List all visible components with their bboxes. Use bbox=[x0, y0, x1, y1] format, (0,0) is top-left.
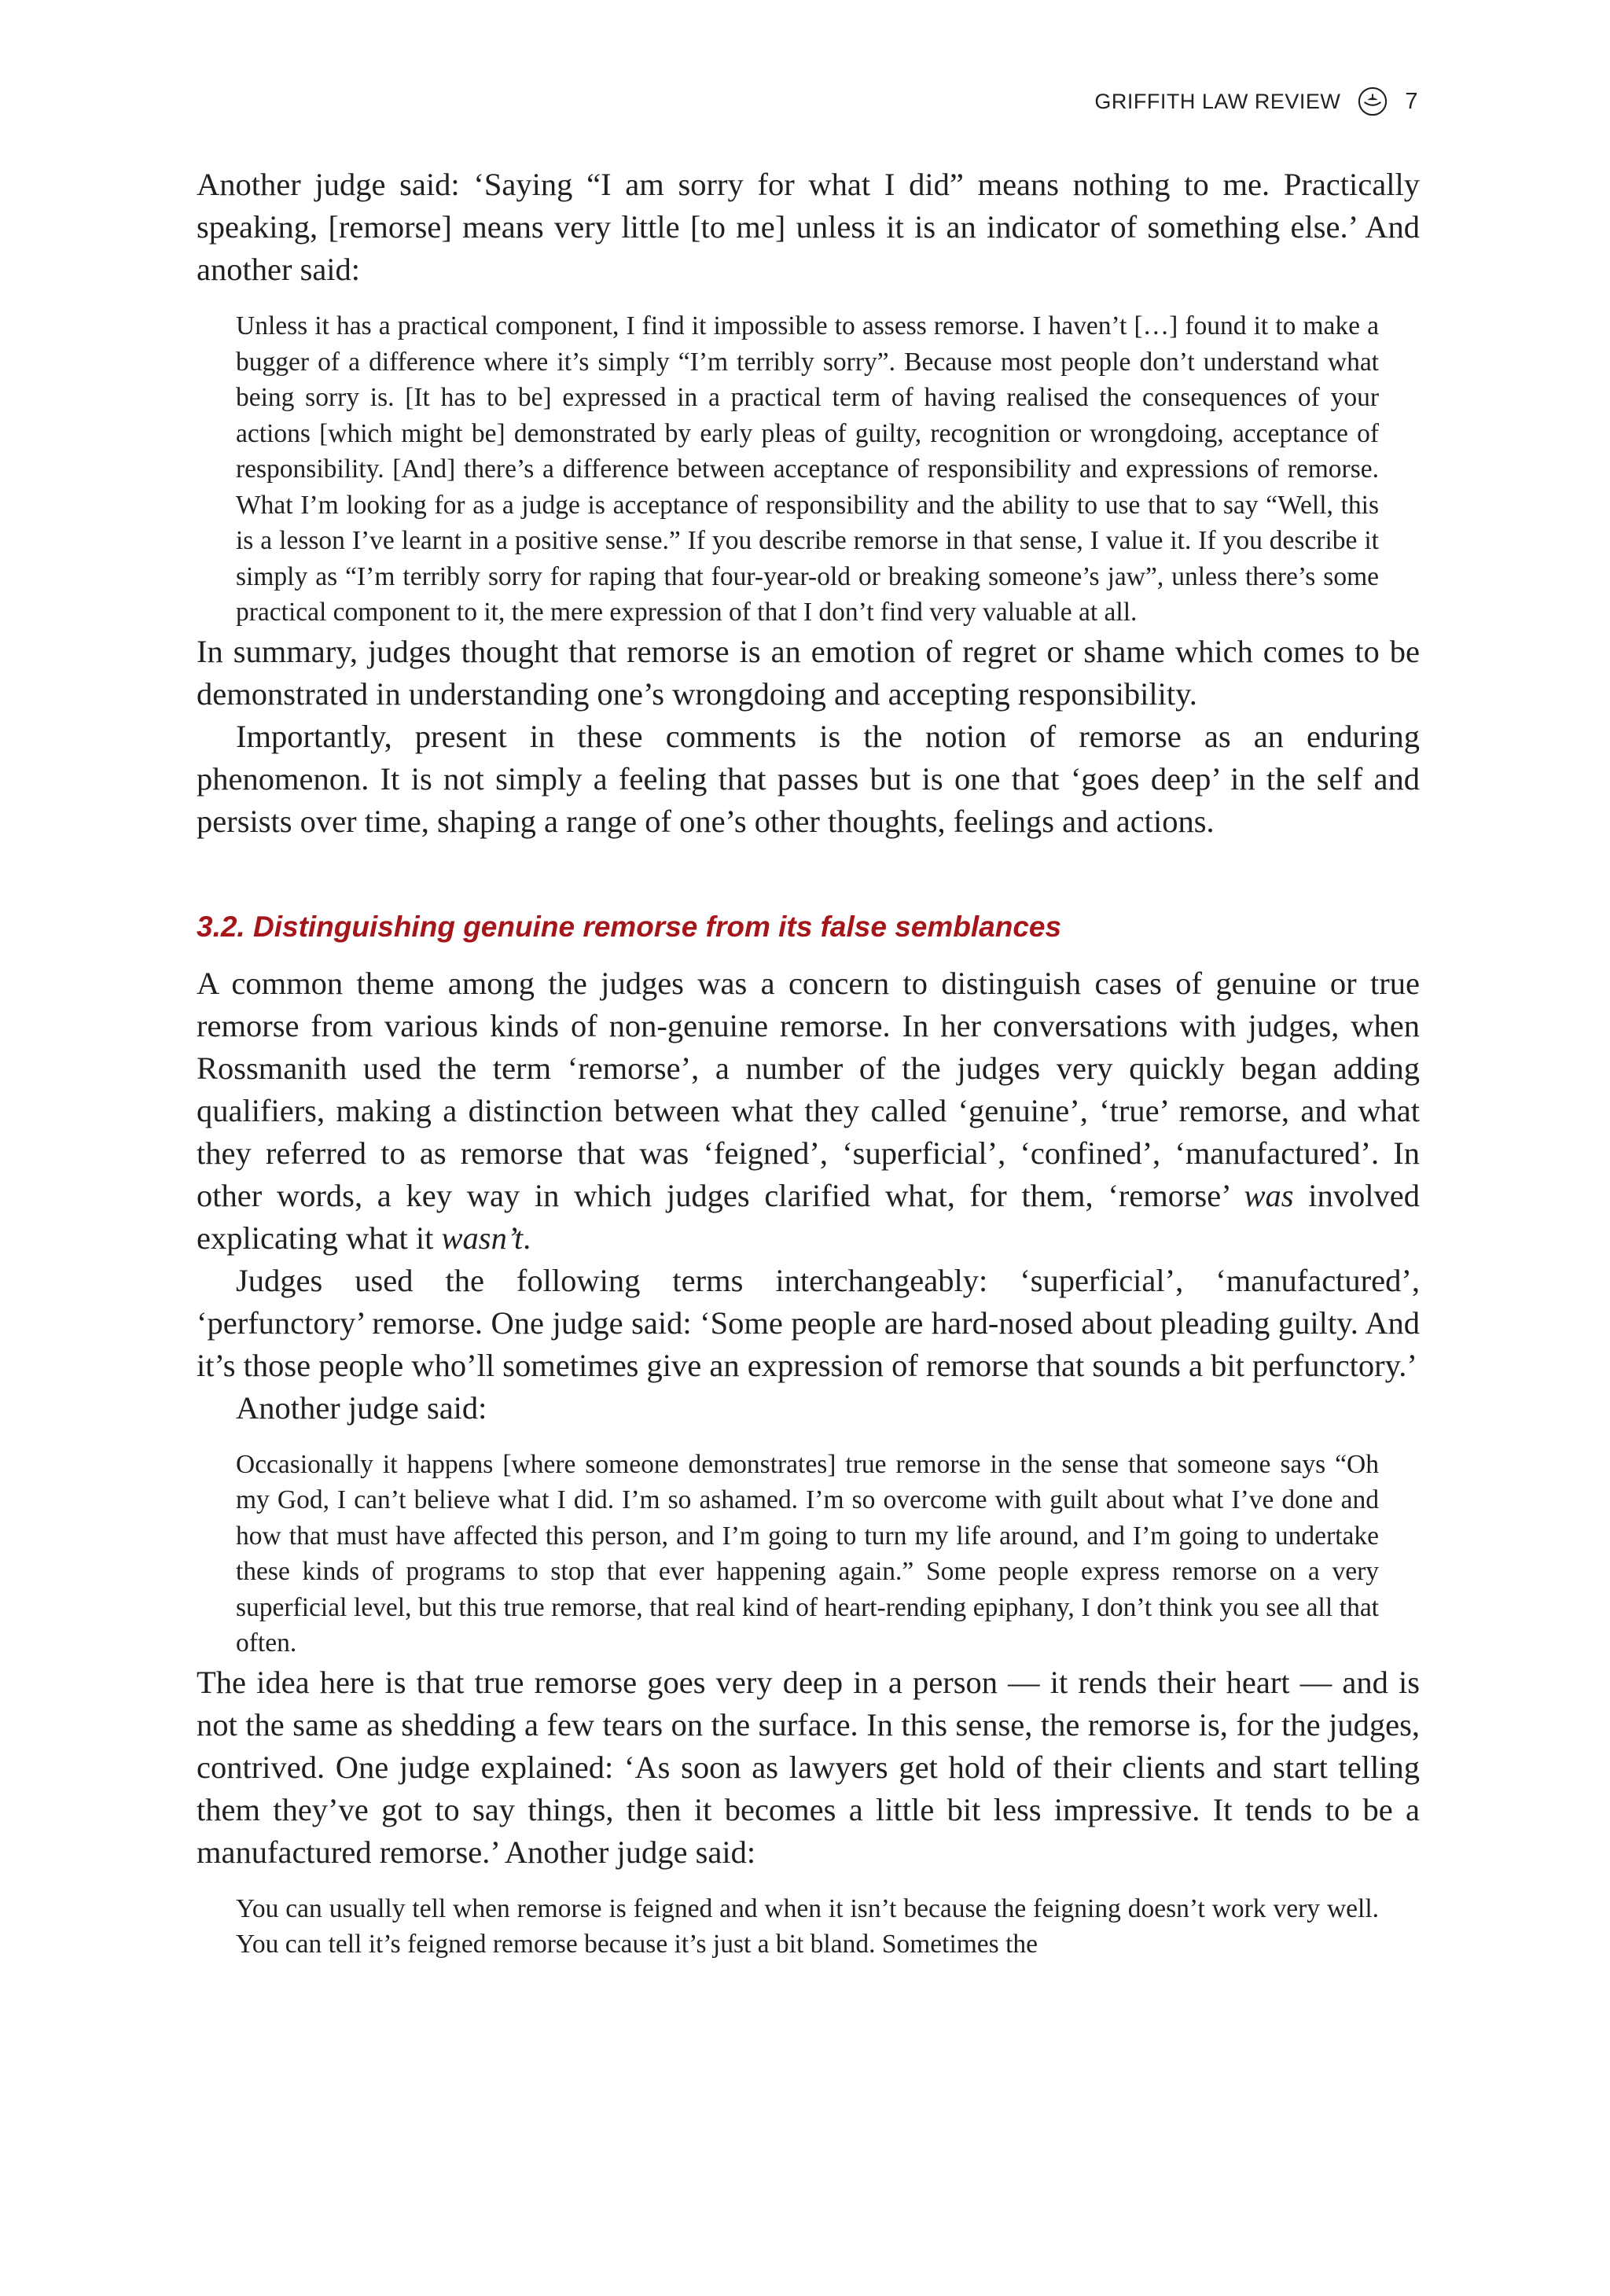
paragraph: Importantly, present in these comments is the notion of remorse as an enduring phenomenon. It is not simply a feeling that passes but is one that ‘goes deep’ in the self and persists over time, shaping a range of one’s other thoughts, feelings and actions. bbox=[197, 718, 1420, 839]
publisher-logo-icon bbox=[1358, 86, 1388, 116]
block-quote: Unless it has a practical component, I find it impossible to assess remorse. I haven’t […] found it to make a bugger of a difference where it’s simply “I’m terribly sorry”. Because most people don’t understand what being sorry is. [It has to be] expressed in a practical term of having realised the consequences of your actions [which might be] demonstrated by early pleas of guilty, recognition or wrongdoing, acceptance of responsibility. [And] there’s a difference between acceptance of responsibility and expressions of remorse. What I’m looking for as a judge is acceptance of responsibility and the ability to use that to say “Well, this is a lesson I’ve learnt in a positive sense.” If you describe remorse in that sense, I value it. If you describe it simply as “I’m terribly sorry for raping that four-year-old or breaking someone’s jaw”, unless there’s some practical component to it, the mere expression of that I don’t find very valuable at all. bbox=[236, 311, 1379, 627]
paragraph-text: . bbox=[523, 1220, 531, 1256]
page-number: 7 bbox=[1405, 88, 1418, 114]
paragraph: The idea here is that true remorse goes very deep in a person — it rends their heart — and is not the same as shedding a few tears on the surface. In this sense, the remorse is, for the judges, contrived. One judge explained: ‘As soon as lawyers get hold of their clients and start telling them they’ve got to say things, then it becomes a little bit less impressive. It tends to be a manufactured remorse.’ Another judge said: bbox=[197, 1664, 1420, 1870]
paragraph: Judges used the following terms interchangeably: ‘superficial’, ‘manufactured’, ‘perfunctory’ remorse. One judge said: ‘Some people are hard-nosed about pleading guilty. And it’s those people who’ll sometimes give an expression of remorse that sounds a bit perfunctory.’ bbox=[197, 1262, 1420, 1383]
running-header bbox=[1094, 86, 1418, 116]
paragraph: Another judge said: ‘Saying “I am sorry for what I did” means nothing to me. Practically speaking, [remorse] means very little [to me] unless it is an indicator of something else.’ And another said: bbox=[197, 167, 1420, 287]
article-body bbox=[197, 164, 1420, 1963]
journal-title: GRIFFITH LAW REVIEW bbox=[1094, 89, 1341, 113]
paragraph-text: A common theme among the judges was a concern to distinguish cases of genuine or true remorse from various kinds of non-genuine remorse. In her conversations with judges, when Rossmanith used the term ‘remorse’, a number of the judges very quickly began adding qualifiers, making a distinction between what they called ‘genuine’, ‘true’ remorse, and what they referred to as remorse that was ‘feigned’, ‘superficial’, ‘confined’, ‘manufactured’. In other words, a key way in which judges clarified what, for them, ‘remorse’ bbox=[197, 965, 1420, 1213]
paragraph-text: involved explicating what it bbox=[197, 1177, 1420, 1256]
emphasis: wasn’t bbox=[441, 1220, 524, 1256]
block-quote: You can usually tell when remorse is feigned and when it isn’t because the feigning doesn’t work very well. You can tell it’s feigned remorse because it’s just a bit bland. Sometimes the bbox=[236, 1893, 1379, 1959]
paragraph bbox=[197, 962, 1420, 1260]
emphasis: was bbox=[1244, 1177, 1294, 1213]
paragraph: Another judge said: bbox=[236, 1389, 487, 1426]
block-quote: Occasionally it happens [where someone demonstrates] true remorse in the sense that someone says “Oh my God, I can’t believe what I did. I’m so ashamed. I’m so overcome with guilt about what I’ve done and how that must have affected this person, and I’m going to turn my life around, and I’m going to undertake these kinds of programs to stop that ever happening again.” Some people express remorse on a very superficial level, but this true remorse, that real kind of heart-rending epiphany, I don’t think you see all that often. bbox=[236, 1449, 1379, 1658]
section-heading: 3.2. Distinguishing genuine remorse from its false semblances bbox=[197, 910, 1062, 943]
paragraph: In summary, judges thought that remorse is an emotion of regret or shame which comes to be demonstrated in understanding one’s wrongdoing and accepting responsibility. bbox=[197, 633, 1420, 712]
